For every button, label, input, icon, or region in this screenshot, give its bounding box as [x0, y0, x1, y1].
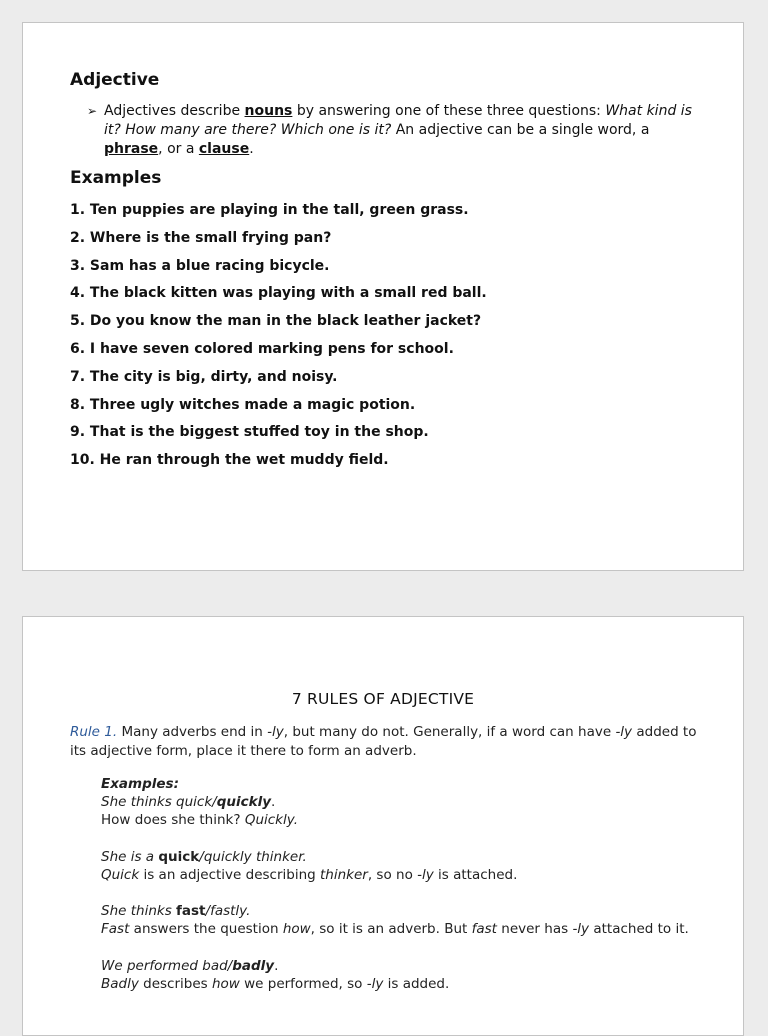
clause-term: clause [198, 141, 250, 157]
example-item: 10. He ran through the wet muddy field. [70, 452, 389, 469]
rules-title: 7 RULES OF ADJECTIVE [291, 690, 475, 708]
example-3-explanation: Fast answers the question how, so it is an adverb. But fast never has -ly attached to it. [101, 921, 689, 937]
definition-bullet [87, 102, 697, 159]
phrase-term: phrase [104, 141, 159, 157]
definition-text: Adjectives describe nouns by answering one of these three questions: What kind is it? How many are there? Which one is it? An adjective can be a single word, a phrase, or a clause. [104, 103, 692, 157]
example-item: 3. Sam has a blue racing bicycle. [70, 257, 330, 274]
example-2-explanation: Quick is an adjective describing thinker, so no -ly is attached. [101, 866, 518, 883]
example-1-explanation: How does she think? Quickly. [101, 812, 298, 828]
examples-label: Examples: [101, 776, 179, 792]
example-item: 9. That is the biggest stuffed toy in the shop. [70, 424, 429, 441]
examples-list [70, 201, 487, 479]
document-page-1 [22, 22, 744, 571]
nouns-term: nouns [244, 103, 293, 119]
example-item: 1. Ten puppies are playing in the tall, green grass. [70, 202, 469, 218]
example-item: 7. The city is big, dirty, and noisy. [70, 368, 338, 385]
example-item: 4. The black kitten was playing with a small red ball. [70, 285, 487, 302]
example-2-sentence: She is a quick/quickly thinker. [101, 848, 307, 865]
example-item: 5. Do you know the man in the black leather jacket? [70, 313, 482, 330]
adjective-heading: Adjective [70, 70, 160, 90]
example-4-explanation: Badly describes how we performed, so -ly is added. [101, 975, 450, 992]
examples-heading: Examples [70, 168, 162, 188]
example-item: 8. Three ugly witches made a magic potion. [70, 396, 416, 413]
example-item: 6. I have seven colored marking pens for school. [70, 340, 454, 357]
example-3-sentence: She thinks fast/fastly. [101, 903, 251, 919]
example-1-sentence: She thinks quick/quickly. [101, 794, 276, 810]
arrow-bullet-icon: ➢ [87, 104, 98, 118]
rule-1-examples [101, 775, 721, 993]
example-item: 2. Where is the small frying pan? [70, 229, 332, 246]
example-4-sentence: We performed bad/badly. [101, 957, 279, 974]
rule-1-paragraph: Rule 1. Many adverbs end in -ly, but many do not. Generally, if a word can have -ly added to its adjective form, place it there to form an adverb. [70, 724, 697, 759]
rule-1-label: Rule 1. [70, 724, 118, 740]
document-page-2 [22, 616, 744, 1036]
